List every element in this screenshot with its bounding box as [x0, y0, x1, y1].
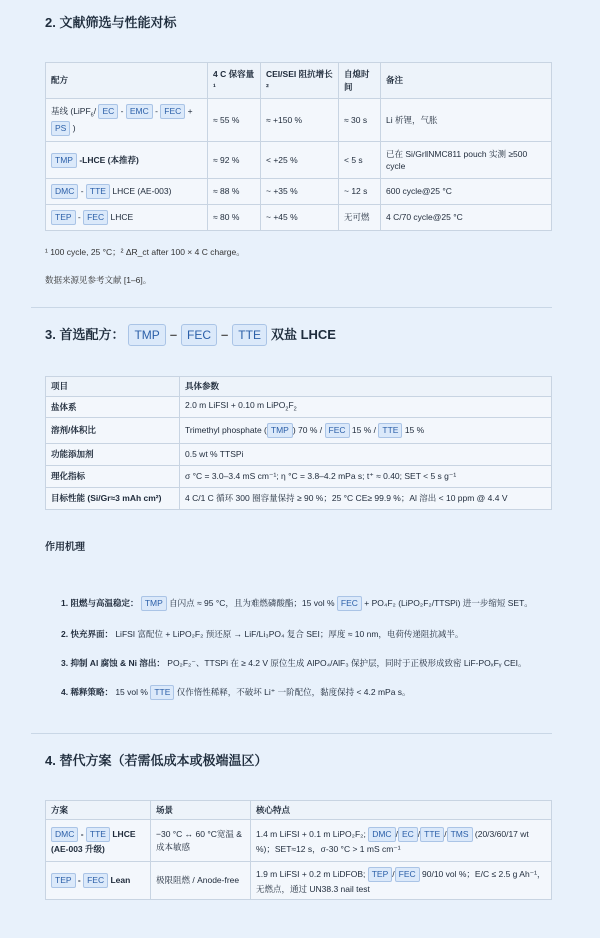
solvent-chip[interactable]: TTE — [378, 423, 402, 438]
param-label: 目标性能 (Si/Gr≈3 mAh cm²) — [46, 487, 180, 509]
mechanism-item-3: 3. 抑制 Al 腐蚀 & Ni 溶出： PO₂F₂⁻、TTSPi 在 ≥ 4.2 V 原位生成 AlPO₄/AlF₃ 保护层，同时于正极形成致密 LiF-POₓFᵧ CEI。 — [61, 658, 527, 668]
scheme-cell: DMC - TTE LHCE (AE-003 升级) — [46, 820, 151, 862]
solvent-chip[interactable]: TTE — [86, 184, 110, 199]
param-value: 2.0 m LiFSI + 0.10 m $LiPO_2F_2$ — [180, 397, 552, 418]
source-note: 数据来源见参考文献 [1–6]。 — [45, 275, 152, 285]
remarks-cell: 已在 Si/Gr‖NMC811 pouch 实测 ≥500 cycle — [381, 142, 552, 179]
table-row — [46, 862, 552, 900]
alternatives-table — [45, 800, 552, 900]
th-params: 具体参数 — [180, 377, 552, 397]
solvent-chip[interactable]: TEP — [368, 867, 393, 882]
table-row — [46, 443, 552, 465]
table-row — [46, 417, 552, 443]
section-4-title: 4. 替代方案（若需低成本或极端温区） — [45, 753, 268, 768]
th-impedance: CEI/SEI 阻抗增长 ² — [261, 63, 339, 99]
footnote: ¹ 100 cycle, 25 °C；² ΔR_ct after 100 × 4 C charge。 — [45, 247, 245, 257]
formula-cell: 基线 (LiPF$_6$/ EC - EMC - FEC + PS ) — [46, 99, 208, 142]
solvent-chip[interactable]: TMP — [141, 596, 167, 611]
solvent-chip[interactable]: DMC — [51, 184, 78, 199]
th-item: 项目 — [46, 377, 180, 397]
section-2-title: 2. 文献筛选与性能对标 — [45, 15, 177, 30]
remarks-cell: 600 cycle@25 °C — [381, 179, 552, 205]
th-formula: 配方 — [46, 63, 208, 99]
impedance-cell: ≈ +150 % — [261, 99, 339, 142]
table-header-row — [46, 801, 552, 820]
param-value: 4 C/1 C 循环 300 圈容量保持 ≥ 90 %；25 °C CE≥ 99.9 %；Al 溶出 < 10 ppm @ 4.4 V — [180, 487, 552, 509]
table-row — [46, 205, 552, 231]
capacity-cell: ≈ 80 % — [208, 205, 261, 231]
capacity-cell: ≈ 92 % — [208, 142, 261, 179]
remarks-cell: Li 析锂，气胀 — [381, 99, 552, 142]
th-capacity: 4 C 保容量 ¹ — [208, 63, 261, 99]
extinguish-cell: < 5 s — [339, 142, 381, 179]
param-value: Trimethyl phosphate ( TMP ) 70 % / FEC 15 % / TTE 15 % — [180, 417, 552, 443]
table-row — [46, 397, 552, 418]
solvent-chip[interactable]: TTE — [86, 827, 110, 842]
extinguish-cell: ≈ 30 s — [339, 99, 381, 142]
solvent-chip[interactable]: FEC — [83, 873, 108, 888]
section-3-title: 3. 首选配方： TMP – FEC – TTE 双盐 LHCE — [45, 324, 336, 346]
impedance-cell: ~ +35 % — [261, 179, 339, 205]
solvent-chip[interactable]: TTE — [232, 324, 267, 346]
table-row — [46, 487, 552, 509]
capacity-cell: ≈ 88 % — [208, 179, 261, 205]
solvent-chip[interactable]: FEC — [160, 104, 185, 119]
table-header-row — [46, 63, 552, 99]
solvent-chip[interactable]: TTE — [150, 685, 174, 700]
mechanism-item-1: 1. 阻燃与高温稳定： TMP 自闪点 ≈ 95 °C，且为难燃磷酸酯；15 vol % FEC + PO₄F₂ (LiPO₂F₂/TTSPi) 进一步缩短 SET。 — [61, 595, 561, 612]
solvent-chip[interactable]: TMP — [128, 324, 165, 346]
mechanism-item-4: 4. 稀释策略： 15 vol % TTE 仅作惰性稀释，不破坏 Li⁺ 一阶配位，黏度保持 < 4.2 mPa s。 — [61, 684, 561, 701]
solvent-chip[interactable]: PS — [51, 121, 70, 136]
solvent-chip[interactable]: FEC — [83, 210, 108, 225]
impedance-cell: ~ +45 % — [261, 205, 339, 231]
remarks-cell: 4 C/70 cycle@25 °C — [381, 205, 552, 231]
table-row — [46, 142, 552, 179]
solvent-chip[interactable]: DMC — [368, 827, 395, 842]
scheme-cell: TEP - FEC Lean — [46, 862, 151, 900]
extinguish-cell: 无可燃 — [339, 205, 381, 231]
table-header-row — [46, 377, 552, 397]
solvent-chip[interactable]: EMC — [126, 104, 153, 119]
impedance-cell: < +25 % — [261, 142, 339, 179]
formula-param-table — [45, 376, 552, 510]
scenario-cell: 极限阻燃 / Anode-free — [151, 862, 251, 900]
solvent-chip[interactable]: FEC — [181, 324, 217, 346]
th-self-extinguish: 自熄时间 — [339, 63, 381, 99]
solvent-chip[interactable]: FEC — [337, 596, 362, 611]
th-remarks: 备注 — [381, 63, 552, 99]
solvent-chip[interactable]: FEC — [395, 867, 420, 882]
scenario-cell: −30 °C ↔ 60 °C宽温 & 成本敏感 — [151, 820, 251, 862]
th-features: 核心特点 — [251, 801, 552, 820]
solvent-chip[interactable]: TMS — [447, 827, 473, 842]
solvent-chip[interactable]: EC — [398, 827, 418, 842]
divider — [31, 733, 552, 734]
param-value: σ °C = 3.0–3.4 mS cm⁻¹; η °C = 3.8–4.2 mPa s; t⁺ ≈ 0.40; SET < 5 s g⁻¹ — [180, 465, 552, 487]
solvent-chip[interactable]: TMP — [267, 423, 293, 438]
solvent-chip[interactable]: FEC — [325, 423, 350, 438]
mechanism-item-2: 2. 快充界面： LiFSI 富配位 + LiPO₂F₂ 预还原 → LiF/Li₃PO₄ 复合 SEI；厚度 ≈ 10 nm，电荷传递阻抗减半。 — [61, 629, 464, 639]
th-scenario: 场景 — [151, 801, 251, 820]
solvent-chip[interactable]: TEP — [51, 873, 76, 888]
features-cell: 1.4 m LiFSI + 0.1 m LiPO₂F₂; DMC / EC / TTE / TMS (20/3/60/17 wt %)；SET≈12 s，σ-30 °C > 1 mS cm⁻¹ — [251, 820, 552, 862]
table-row — [46, 99, 552, 142]
formula-cell: TMP -LHCE (本推荐) — [46, 142, 208, 179]
formula-cell: TEP - FEC LHCE — [46, 205, 208, 231]
param-label: 盐体系 — [46, 397, 180, 418]
divider — [31, 307, 552, 308]
solvent-chip[interactable]: TMP — [51, 153, 77, 168]
param-label: 理化指标 — [46, 465, 180, 487]
features-cell: 1.9 m LiFSI + 0.2 m LiDFOB; TEP / FEC 90/10 vol %；E/C ≤ 2.5 g Ah⁻¹，无燃点，通过 UN38.3 nail test — [251, 862, 552, 900]
solvent-chip[interactable]: TEP — [51, 210, 76, 225]
table-row — [46, 465, 552, 487]
param-label: 功能添加剂 — [46, 443, 180, 465]
comparison-table — [45, 62, 552, 231]
table-row — [46, 179, 552, 205]
param-label: 溶剂/体积比 — [46, 417, 180, 443]
param-value: 0.5 wt % TTSPi — [180, 443, 552, 465]
table-row — [46, 820, 552, 862]
solvent-chip[interactable]: TTE — [420, 827, 444, 842]
th-scheme: 方案 — [46, 801, 151, 820]
capacity-cell: ≈ 55 % — [208, 99, 261, 142]
solvent-chip[interactable]: DMC — [51, 827, 78, 842]
mechanism-title: 作用机理 — [45, 542, 85, 553]
extinguish-cell: ~ 12 s — [339, 179, 381, 205]
formula-cell: DMC - TTE LHCE (AE-003) — [46, 179, 208, 205]
solvent-chip[interactable]: EC — [98, 104, 118, 119]
